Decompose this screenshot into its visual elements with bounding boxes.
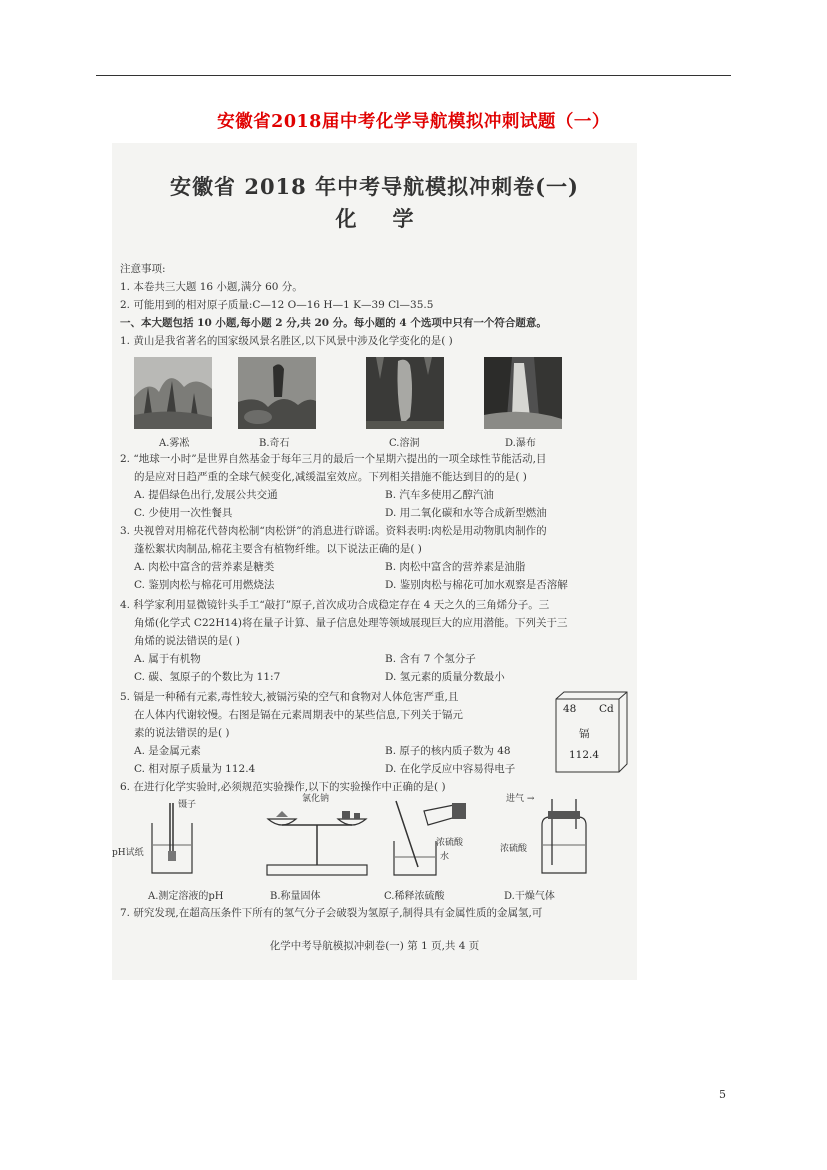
photo-karst-cave xyxy=(366,357,444,429)
experiment-balance xyxy=(262,795,372,877)
experiment-ph-test xyxy=(112,795,224,877)
question-4-stem: 角烯(化学式 C22H14)将在量子计算、量子信息处理等领域展现巨大的应用潜能。下列关于三 xyxy=(134,617,568,629)
acid-d-label: 浓硫酸 xyxy=(500,844,528,854)
section-heading: 一、本大题包括 10 小题,每小题 2 分,共 20 分。每小题的 4 个选项中只有一个符合题意。 xyxy=(120,317,547,329)
q2-option-a: A. 提倡绿色出行,发展公共交通 xyxy=(134,489,278,501)
q2-option-d: D. 用二氧化碳和水等合成新型燃油 xyxy=(385,507,547,519)
q1-option-c: C.溶洞 xyxy=(389,438,420,449)
question-4-stem: 4. 科学家利用显微镜针头手工“敲打”原子,首次成功合成稳定存在 4 天之久的三角烯分子。三 xyxy=(120,599,550,611)
q6-option-b: B.称量固体 xyxy=(270,891,321,902)
question-4-stem: 角烯的说法错误的是( ) xyxy=(134,635,241,647)
periodic-table-cell xyxy=(555,691,628,773)
water-label: 水 xyxy=(440,852,450,862)
exam-title: 安徽省 2018 年中考导航模拟冲刺卷(一) xyxy=(170,174,579,199)
ph-paper-label: pH试纸 xyxy=(112,848,144,858)
photo-rock xyxy=(238,357,316,429)
notes-heading: 注意事项: xyxy=(120,263,166,275)
acid-label: 浓硫酸 xyxy=(436,838,464,848)
photo-waterfall xyxy=(484,357,562,429)
element-symbol: Cd xyxy=(599,703,614,715)
q2-option-b: B. 汽车多使用乙醇汽油 xyxy=(385,489,494,501)
q4-option-b: B. 含有 7 个氢分子 xyxy=(385,653,476,665)
question-7-stem: 7. 研究发现,在超高压条件下所有的氢气分子会破裂为氢原子,制得具有金属性质的金属氢,可 xyxy=(120,907,543,919)
q6-option-d: D.干燥气体 xyxy=(504,891,555,902)
question-5-stem: 素的说法错误的是( ) xyxy=(134,727,230,739)
salt-label: 氯化钠 xyxy=(302,794,330,804)
tweezers-label: 镊子 xyxy=(178,800,197,810)
q3-option-b: B. 肉松中富含的营养素是油脂 xyxy=(385,561,526,573)
exam-footer: 化学中考导航模拟冲刺卷(一) 第 1 页,共 4 页 xyxy=(269,940,480,952)
q4-option-a: A. 属于有机物 xyxy=(134,653,201,665)
q5-option-d: D. 在化学反应中容易得电子 xyxy=(385,763,516,775)
q3-option-d: D. 鉴别肉松与棉花可加水观察是否溶解 xyxy=(385,579,568,591)
q5-option-c: C. 相对原子质量为 112.4 xyxy=(134,763,256,775)
q3-option-c: C. 鉴别肉松与棉花可用燃烧法 xyxy=(134,579,275,591)
top-rule xyxy=(96,75,731,76)
question-3-stem: 蓬松絮状肉制品,棉花主要含有植物纤维。以下说法正确的是( ) xyxy=(134,543,422,555)
question-2-stem: 的是应对日趋严重的全球气候变化,减缓温室效应。下列相关措施不能达到目的的是( ) xyxy=(134,471,527,483)
question-5-stem: 5. 镉是一种稀有元素,毒性较大,被镉污染的空气和食物对人体危害严重,且 xyxy=(120,691,459,703)
question-5-stem: 在人体内代谢较慢。右图是镉在元素周期表中的某些信息,下列关于镉元 xyxy=(134,709,463,721)
q5-option-a: A. 是金属元素 xyxy=(134,745,201,757)
question-3-stem: 3. 央视曾对用棉花代替肉松制“肉松饼”的消息进行辟谣。资料表明:肉松是用动物肌肉制作的 xyxy=(120,525,547,537)
q6-option-a: A.测定溶液的pH xyxy=(148,891,224,902)
page-number: 5 xyxy=(719,1088,726,1101)
note-line: 2. 可能用到的相对原子质量:C—12 O—16 H—1 K—39 Cl—35.5 xyxy=(120,299,434,311)
atomic-number: 48 xyxy=(563,703,577,715)
question-6-stem: 6. 在进行化学实验时,必须规范实验操作,以下的实验操作中正确的是( ) xyxy=(120,781,446,793)
q3-option-a: A. 肉松中富含的营养素是糖类 xyxy=(134,561,275,573)
q1-option-a: A.雾凇 xyxy=(159,438,190,449)
exam-subject: 化学 xyxy=(335,206,450,231)
experiment-dilution xyxy=(384,795,494,877)
note-line: 1. 本卷共三大题 16 小题,满分 60 分。 xyxy=(120,281,303,293)
q1-option-d: D.瀑布 xyxy=(505,438,536,449)
q1-option-b: B.奇石 xyxy=(259,438,290,449)
q5-option-b: B. 原子的核内质子数为 48 xyxy=(385,745,511,757)
experiment-gas-drying xyxy=(500,795,600,877)
q6-option-c: C.稀释浓硫酸 xyxy=(384,891,445,902)
element-name: 镉 xyxy=(579,728,590,740)
document-title: 安徽省2018届中考化学导航模拟冲刺试题（一） xyxy=(217,112,610,132)
gas-inlet-label: 进气 → xyxy=(506,794,535,804)
question-2-stem: 2. “地球一小时”是世界自然基金于每年三月的最后一个星期六提出的一项全球性节能活动,目 xyxy=(120,453,547,465)
question-1-stem: 1. 黄山是我省著名的国家级风景名胜区,以下风景中涉及化学变化的是( ) xyxy=(120,335,453,347)
scanned-exam-page xyxy=(112,143,637,980)
q4-option-d: D. 氢元素的质量分数最小 xyxy=(385,671,505,683)
q4-option-c: C. 碳、氢原子的个数比为 11:7 xyxy=(134,671,281,683)
photo-rime xyxy=(134,357,212,429)
q2-option-c: C. 少使用一次性餐具 xyxy=(134,507,233,519)
atomic-mass: 112.4 xyxy=(569,749,600,761)
